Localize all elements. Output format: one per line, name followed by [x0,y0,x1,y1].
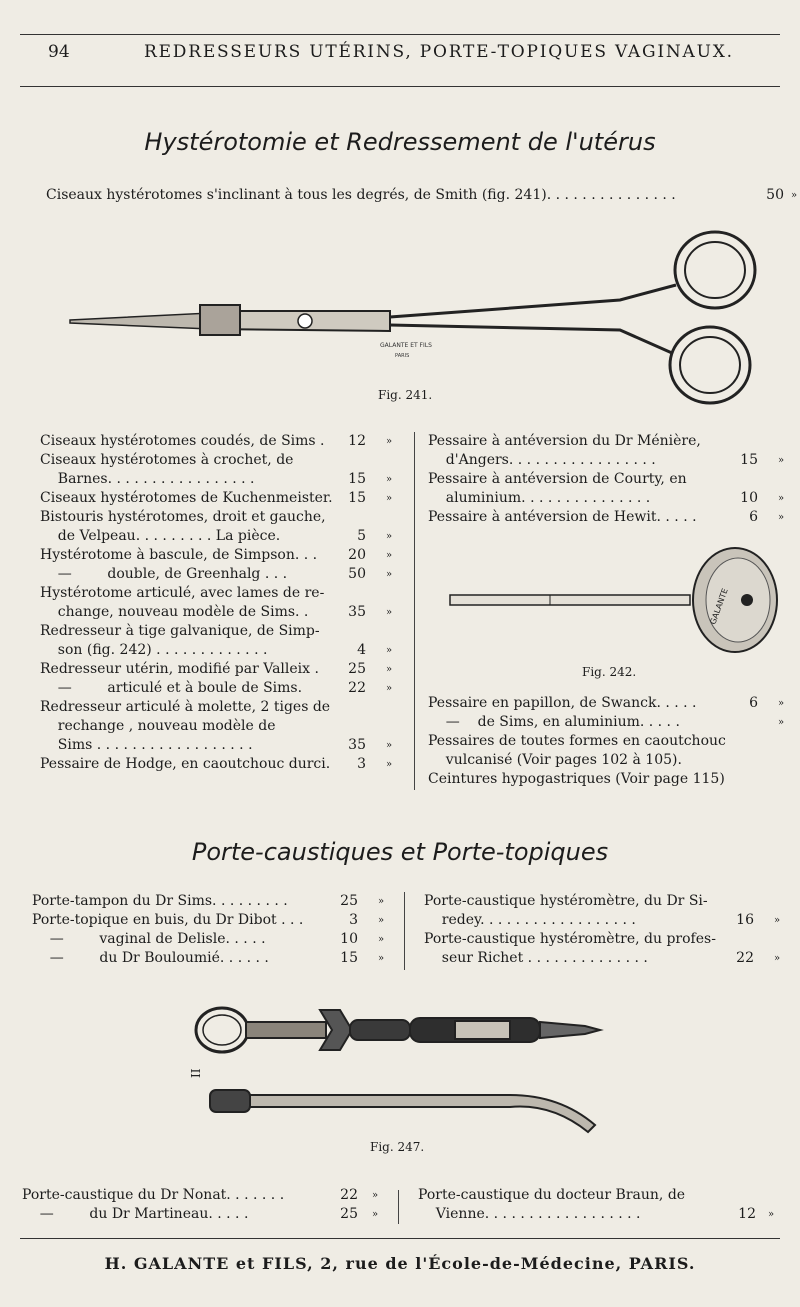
entry-price: 12 [738,1206,756,1222]
fig-241-caption: Fig. 241. [378,388,433,402]
entry-unit: » [386,493,393,504]
entry-price: 22 [348,680,366,696]
entry-text: — du Dr Bouloumié. . . . . . [32,950,269,966]
fig-247-caption: Fig. 247. [370,1140,425,1154]
entry-price: 22 [736,950,754,966]
top-rule [20,34,780,35]
list-item [22,1186,392,1205]
entry-text: Redresseur à tige galvanique, de Simp- [40,623,320,639]
section2-right-list [424,892,794,968]
fig-247-roman-numeral: II [189,1068,203,1078]
list-item [40,698,410,717]
entry-unit: » [768,1209,775,1220]
entry-text: — du Dr Martineau. . . . . [22,1206,249,1222]
fig-241-hysterotome-scissors [60,225,760,410]
entry-text: Pessaires de toutes formes en caoutchouc [428,733,726,749]
list-item [40,489,410,508]
entry-unit: » [774,953,781,964]
list-item [40,736,410,755]
list-item [424,892,794,911]
entry-text: Hystérotome à bascule, de Simpson. . . [40,547,318,563]
entry-text: aluminium. . . . . . . . . . . . . . . [428,490,651,506]
entry-unit: » [386,740,393,751]
section2-left-list [32,892,402,968]
list-item [40,603,410,622]
entry-unit: » [372,1209,379,1220]
entry-unit: » [386,474,393,485]
entry-price: 25 [348,661,366,677]
entry-text: Ciseaux hystérotomes s'inclinant à tous les degrés, de Smith (fig. 241). . . . . . . . . . . . . . . [46,187,676,203]
section-title-hysterotomie: Hystérotomie et Redressement de l'utérus [144,128,656,156]
entry-text: vulcanisé (Voir pages 102 à 105). [428,752,682,768]
entry-text: Pessaire à antéversion du Dr Ménière, [428,433,701,449]
entry-price: 20 [348,547,366,563]
entry-text: Porte-caustique hystéromètre, du profes- [424,931,716,947]
section1-right-list [428,432,793,527]
list-item [418,1186,793,1205]
fig-247-porte-caustiques [180,1000,620,1135]
entry-unit: » [778,512,785,523]
entry-text: Ciseaux hystérotomes à crochet, de [40,452,294,468]
running-title: REDRESSEURS UTÉRINS, PORTE-TOPIQUES VAGINAUX. [144,42,734,62]
list-item [428,489,793,508]
list-item [40,451,410,470]
entry-price: 50 [348,566,366,582]
entry-unit: » [386,645,393,656]
entry-price: 15 [340,950,358,966]
footer-rule [20,1238,780,1239]
entry-price: 10 [740,490,758,506]
entry-price: 5 [357,528,366,544]
entry-text: Vienne. . . . . . . . . . . . . . . . . . [418,1206,641,1222]
list-item [40,641,410,660]
entry-text: Pessaire à antéversion de Courty, en [428,471,687,487]
entry-price: 10 [340,931,358,947]
entry-text: Pessaire en papillon, de Swanck. . . . . [428,695,697,711]
list-item [428,432,793,451]
entry-text: — de Sims, en aluminium. . . . . [428,714,680,730]
entry-unit: » [386,436,393,447]
entry-text: Redresseur utérin, modifié par Valleix . [40,661,319,677]
entry-unit: » [778,455,785,466]
entry-text: — vaginal de Delisle. . . . . [32,931,266,947]
column-divider-2 [404,892,405,970]
header-rule [20,86,780,87]
list-item [418,1205,793,1224]
entry-price: 3 [357,756,366,772]
entry-text: Porte-caustique du docteur Braun, de [418,1187,686,1203]
entry-text: son (fig. 242) . . . . . . . . . . . . . [40,642,268,658]
entry-price: 6 [749,695,758,711]
entry-price: 4 [357,642,366,658]
list-item [40,470,410,489]
list-item [428,470,793,489]
fig-241-stamp: GALANTE ET FILS [380,342,432,349]
list-item [40,546,410,565]
entry-unit: » [386,759,393,770]
list-item [428,713,793,732]
entry-unit: » [778,493,785,504]
entry-text: Porte-tampon du Dr Sims. . . . . . . . . [32,893,288,909]
list-item [32,930,402,949]
list-item [428,751,793,770]
list-item [40,755,410,774]
entry-unit: » [378,896,385,907]
entry-text: Pessaire de Hodge, en caoutchouc durci. [40,756,331,772]
entry-price: 16 [736,912,754,928]
list-item [40,679,410,698]
entry-unit: » [378,915,385,926]
entry-unit: » [778,717,785,728]
entry-unit: » [372,1190,379,1201]
entry-text: rechange , nouveau modèle de [40,718,276,734]
entry-text: de Velpeau. . . . . . . . . La pièce. [40,528,281,544]
fig-242-stamp: GALANTE [708,587,730,626]
entry-unit: » [386,607,393,618]
entry-price: 35 [348,604,366,620]
list-item [32,949,402,968]
list-item [40,584,410,603]
section2-bottom-left-list [22,1186,392,1224]
fig-242-caption: Fig. 242. [582,665,637,679]
list-item [32,911,402,930]
entry-price: 15 [740,452,758,468]
entry-price: 35 [348,737,366,753]
entry-text: — articulé et à boule de Sims. [40,680,303,696]
entry-text: — double, de Greenhalg . . . [40,566,288,582]
list-item [40,717,410,736]
entry-unit: » [386,683,393,694]
list-item [424,930,794,949]
list-item [40,622,410,641]
entry-price: 15 [348,490,366,506]
list-item [428,770,793,789]
entry-price: 25 [340,893,358,909]
entry-unit: » [386,531,393,542]
entry-unit: » [386,550,393,561]
column-divider [414,432,415,790]
list-item [40,432,410,451]
entry-price: 6 [749,509,758,525]
entry-price: 25 [340,1206,358,1222]
entry-unit: » [378,953,385,964]
entry-text: Ciseaux hystérotomes de Kuchenmeister. [40,490,333,506]
list-item [40,660,410,679]
footer-address: H. GALANTE et FILS, 2, rue de l'École-de-Médecine, PARIS. [104,1254,696,1273]
section-title-porte-caustiques: Porte-caustiques et Porte-topiques [191,838,609,866]
entry-text: Ceintures hypogastriques (Voir page 115) [428,771,725,787]
entry-text: Pessaire à antéversion de Hewit. . . . . [428,509,697,525]
entry-price: 50 [766,187,784,203]
entry-text: change, nouveau modèle de Sims. . [40,604,309,620]
entry-unit: » [778,698,785,709]
entry-price: 12 [348,433,366,449]
entry-unit: » [791,190,798,201]
list-item [32,892,402,911]
entry-text: Hystérotome articulé, avec lames de re- [40,585,325,601]
entry-unit: » [774,915,781,926]
list-item [40,508,410,527]
entry-price: 15 [348,471,366,487]
fig-242-pessary [440,555,780,665]
list-item [424,949,794,968]
entry-text: Porte-topique en buis, du Dr Dibot . . . [32,912,304,928]
entry-price: 3 [349,912,358,928]
entry-text: Redresseur articulé à molette, 2 tiges de [40,699,331,715]
entry-text: redey. . . . . . . . . . . . . . . . . . [424,912,636,928]
section1-left-list [40,432,410,774]
entry-text: Ciseaux hystérotomes coudés, de Sims . [40,433,325,449]
entry-unit: » [386,664,393,675]
page-number: 94 [48,42,70,62]
entry-unit: » [378,934,385,945]
section2-bottom-right-list [418,1186,793,1224]
entry-text: Porte-caustique hystéromètre, du Dr Si- [424,893,708,909]
list-item [40,565,410,584]
list-item [428,732,793,751]
entry-text: Porte-caustique du Dr Nonat. . . . . . . [22,1187,285,1203]
entry-unit: » [386,569,393,580]
list-item [424,911,794,930]
entry-price: 22 [340,1187,358,1203]
list-item [40,527,410,546]
list-item [428,508,793,527]
intro-entry [46,186,798,205]
list-item [428,451,793,470]
entry-text: seur Richet . . . . . . . . . . . . . . [424,950,648,966]
entry-text: Barnes. . . . . . . . . . . . . . . . . [40,471,255,487]
entry-text: Sims . . . . . . . . . . . . . . . . . . [40,737,253,753]
fig-241-stamp-city: PARIS [395,353,410,359]
list-item [428,694,793,713]
list-item [22,1205,392,1224]
entry-text: d'Angers. . . . . . . . . . . . . . . . . [428,452,656,468]
column-divider-3 [398,1190,399,1224]
entry-text: Bistouris hystérotomes, droit et gauche, [40,509,326,525]
section1-right-list-2 [428,694,793,789]
